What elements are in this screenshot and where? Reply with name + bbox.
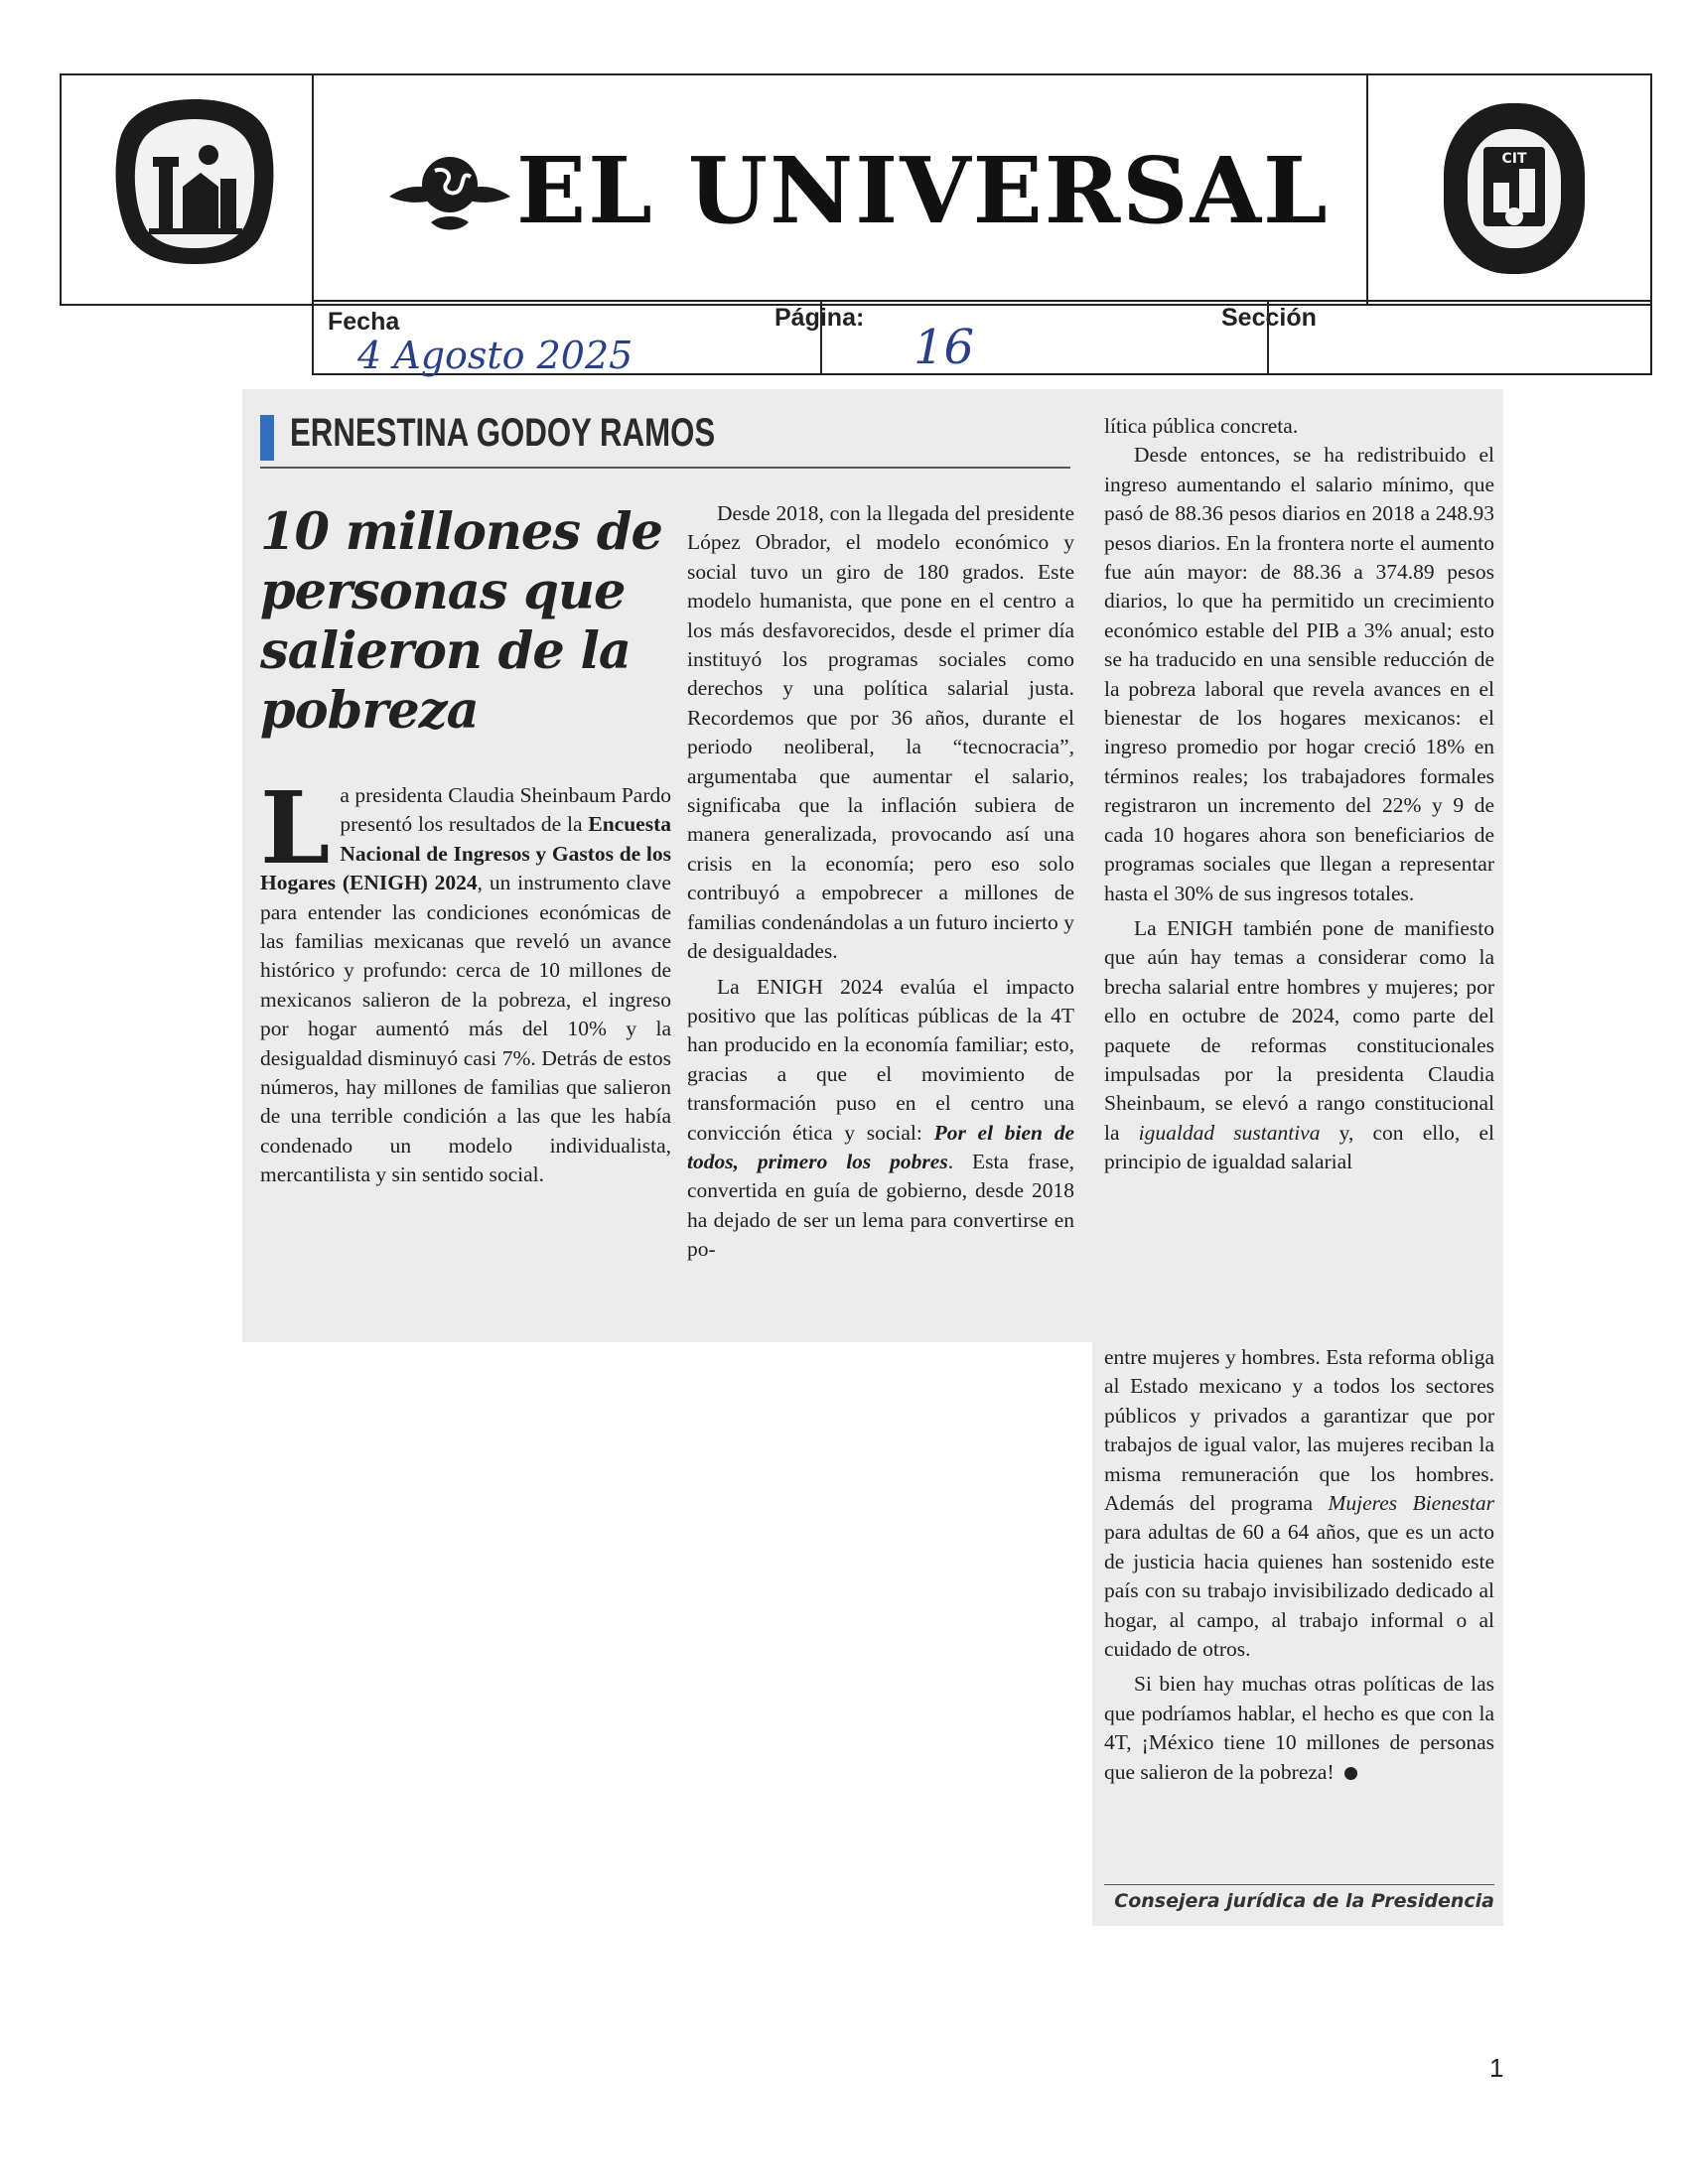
drop-cap: L (260, 769, 331, 887)
article-column-1 (260, 769, 671, 1190)
fecha-label: Fecha (328, 308, 400, 336)
article-column-3 (1104, 412, 1494, 1177)
text-run: , un instrumento clave para entender las condiciones económicas de las familias mexicanas que reveló un avance histórico y profundo: cerca de 10 millones de mexicanos salieron de la pobreza, el ingreso por hogar aumentó más del 10% y la desigualdad disminuyó casi 7%. Detrás de estos números, hay millones de familias que salieron de una terrible condición a las que les había condenado un modelo individualista, mercantilista y sin sentido social. (260, 871, 671, 1187)
article-column-4 (1104, 1343, 1494, 1787)
pagina-value: 16 (914, 320, 975, 375)
paragraph (1104, 1343, 1494, 1664)
paragraph (1104, 914, 1494, 1177)
paragraph: lítica pública concreta. (1104, 414, 1299, 438)
text-run: para adultas de 60 a 64 años, que es un acto de justicia hacia quienes han sostenido este país con su trabajo invisibilizado dedicado al hogar, al campo, al trabajo informal o al cuidado de otros. (1104, 1520, 1494, 1662)
author-rule (260, 467, 1070, 469)
cit-confederation-seal-icon (1440, 99, 1589, 278)
paragraph: Desde 2018, con la llegada del presidente López Obrador, el modelo económico y social tuvo un giro de 180 grados. Este modelo humanista, que pone en el centro a los más desfavorecidos, desde el primer día instituyó los programas sociales como derechos y una política salarial justa. Recordemos que por 36 años, durante el periodo neoliberal, la “tecnocracia”, argumentaba que aumentar el salario, significaba que la inflación subiera de manera generalizada, provocando así una crisis en la economía; pero eso solo contribuyó a empobrecer a millones de familias condenándolas a un futuro incierto y de desigualdades. (687, 501, 1074, 964)
author-accent-bar (260, 415, 274, 461)
clipping-header (60, 73, 1652, 377)
page-number: 1 (1489, 2053, 1504, 2083)
masthead-globe-icon (387, 141, 512, 240)
text-run: La ENIGH también pone de manifiesto que aún hay temas a considerar como la brecha salarial entre hombres y mujeres; por ello en octubre de 2024, como parte del paquete de reformas constitucionales impulsadas por la presidenta Claudia Sheinbaum, se elevó a rango constitucional la (1104, 915, 1494, 1145)
miners-union-seal-icon (109, 95, 280, 266)
article-author: ERNESTINA GODOY RAMOS (290, 411, 716, 455)
text-run: a presidenta Claudia Sheinbaum Pardo presentó los resultados de la (340, 783, 671, 837)
signature-rule (1104, 1884, 1494, 1885)
article-column-2 (687, 499, 1074, 1265)
text-run: y, con ello, el principio de igualdad salarial (1104, 1120, 1494, 1174)
text-run: La ENIGH 2024 evalúa el impacto positivo que las políticas públicas de la 4T han producido en la economía familiar; esto, gracias a que el movimiento de transformación puso en el centro una convicción ética y social: (687, 974, 1074, 1145)
paragraph (260, 769, 671, 1190)
paragraph (1104, 1670, 1494, 1787)
emphasis: igualdad sustantiva (1138, 1120, 1321, 1145)
masthead-title: EL UNIVERSAL (516, 137, 1330, 244)
cit-seal-label: CIT (1501, 151, 1527, 167)
paragraph: Desde entonces, se ha redistribuido el ingreso aumentando el salario mínimo, que pasó de 88.36 pesos diarios en 2018 a 248.93 pesos diarios. En la frontera norte el aumento fue aún mayor: de 88.36 a 374.89 pesos diarios, lo que ha permitido un crecimiento económico estable del PIB a 3% anual; esto se ha traducido en una sensible reducción de la pobreza laboral que revela avances en el bienestar de los hogares mexicanos: el ingreso promedio por hogar creció 18% en términos reales; los trabajadores formales registraron un incremento del 22% y 9 de cada 10 hogares ahora son beneficiarios de programas sociales que llegan a representar hasta el 30% de sus ingresos totales. (1104, 443, 1494, 905)
text-run: entre mujeres y hombres. Esta reforma obliga al Estado mexicano y a todos los sectores públicos y privados a garantizar que por trabajos de igual valor, las mujeres reciban la misma remuneración que los hombres. Además del programa (1104, 1345, 1494, 1516)
text-run: Si bien hay muchas otras políticas de las que podríamos hablar, el hecho es que con la 4T, ¡México tiene 10 millones de personas que salieron de la pobreza! (1104, 1672, 1494, 1784)
paragraph (687, 973, 1074, 1265)
program-name: Mujeres Bienestar (1328, 1491, 1494, 1516)
masthead (387, 131, 1330, 250)
fecha-value: 4 Agosto 2025 (357, 334, 633, 377)
end-mark-icon (1344, 1767, 1357, 1780)
author-signature: Consejera jurídica de la Presidencia (1114, 1890, 1494, 1912)
slogan: Por el bien de todos, primero los pobres (687, 1120, 1074, 1173)
article-headline: 10 millones de personas que salieron de la pobreza (260, 502, 662, 741)
pagina-label: Página: (774, 304, 865, 332)
text-run: . Esta frase, convertida en guía de gobierno, desde 2018 ha dejado de ser un lema para convertirse en po- (687, 1149, 1074, 1262)
seccion-label: Sección (1221, 304, 1317, 332)
survey-name: Encuesta Nacional de Ingresos y Gastos de los Hogares (ENIGH) 2024 (260, 812, 671, 895)
header-divider-right (1366, 73, 1368, 306)
header-divider-left (312, 73, 314, 306)
